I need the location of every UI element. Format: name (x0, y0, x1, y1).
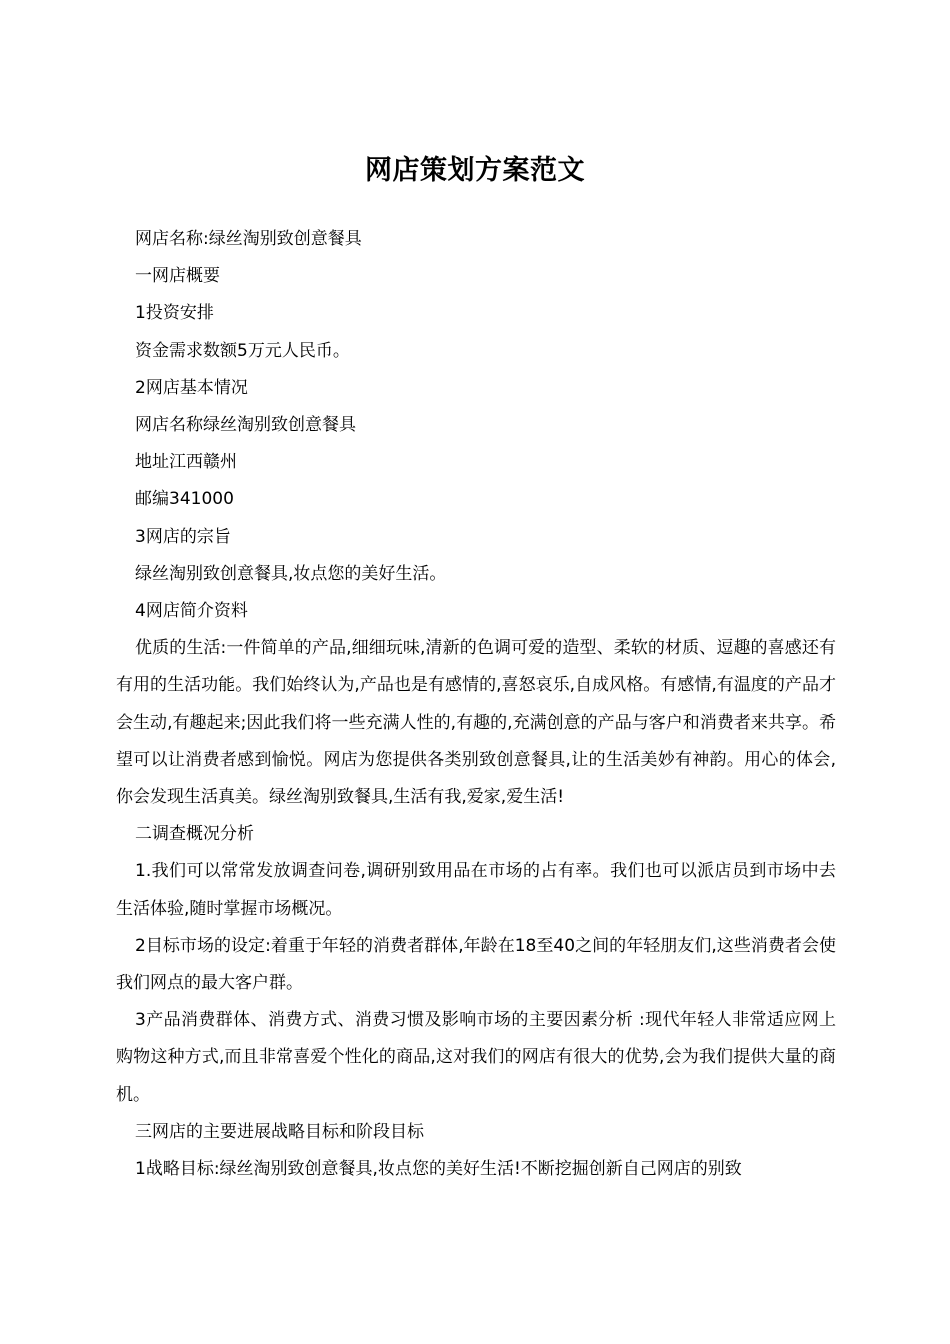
survey-item-2: 2目标市场的设定:着重于年轻的消费者群体,年龄在18至40之间的年轻朋友们,这些消费者会使我们网点的最大客户群。 (116, 935, 836, 994)
subheading-basic-info: 2网店基本情况 (135, 377, 248, 398)
section-heading-survey: 二调查概况分析 (135, 824, 254, 845)
basic-info-shop-name: 网店名称绿丝淘别致创意餐具 (135, 415, 356, 436)
section-heading-strategy: 三网店的主要进展战略目标和阶段目标 (135, 1121, 424, 1142)
document-title: 网店策划方案范文 (365, 155, 585, 187)
survey-item-1: 1.我们可以常常发放调查问卷,调研别致用品在市场的占有率。我们也可以派店员到市场中去生活体验,随时掌握市场概况。 (116, 861, 836, 919)
subheading-mission: 3网店的宗旨 (135, 526, 231, 547)
mission-statement: 绿丝淘别致创意餐具,妆点您的美好生活。 (135, 563, 447, 584)
basic-info-address: 地址江西赣州 (135, 452, 237, 473)
section-heading-overview: 一网店概要 (135, 266, 220, 287)
survey-item-3: 3产品消费群体、消费方式、消费习惯及影响市场的主要因素分析 :现代年轻人非常适应网上购物这种方式,而且非常喜爱个性化的商品,这对我们的网店有很大的优势,会为我们提供大量的商机。 (116, 1010, 836, 1105)
introduction-paragraph: 优质的生活:一件简单的产品,细细玩味,清新的色调可爱的造型、柔软的材质、逗趣的喜感还有有用的生活功能。我们始终认为,产品也是有感情的,喜怒哀乐,自成风格。有感情,有温度的产品才会生动,有趣起来;因此我们将一些充满人性的,有趣的,充满创意的产品与客户和消费者来共享。希望可以让消费者感到愉悦。网店为您提供各类别致创意餐具,让的生活美妙有神韵。用心的体会,你会发现生活真美。绿丝淘别致餐具,生活有我,爱家,爱生活! (116, 638, 836, 808)
document-body (116, 221, 836, 1188)
shop-name-line: 网店名称:绿丝淘别致创意餐具 (135, 229, 362, 249)
investment-amount: 资金需求数额5万元人民币。 (135, 340, 350, 361)
strategy-item-1: 1战略目标:绿丝淘别致创意餐具,妆点您的美好生活!不断挖掘创新自己网店的别致 (135, 1159, 742, 1180)
subheading-investment: 1投资安排 (135, 303, 214, 324)
basic-info-postcode: 邮编341000 (135, 489, 234, 510)
subheading-introduction: 4网店简介资料 (135, 601, 248, 622)
